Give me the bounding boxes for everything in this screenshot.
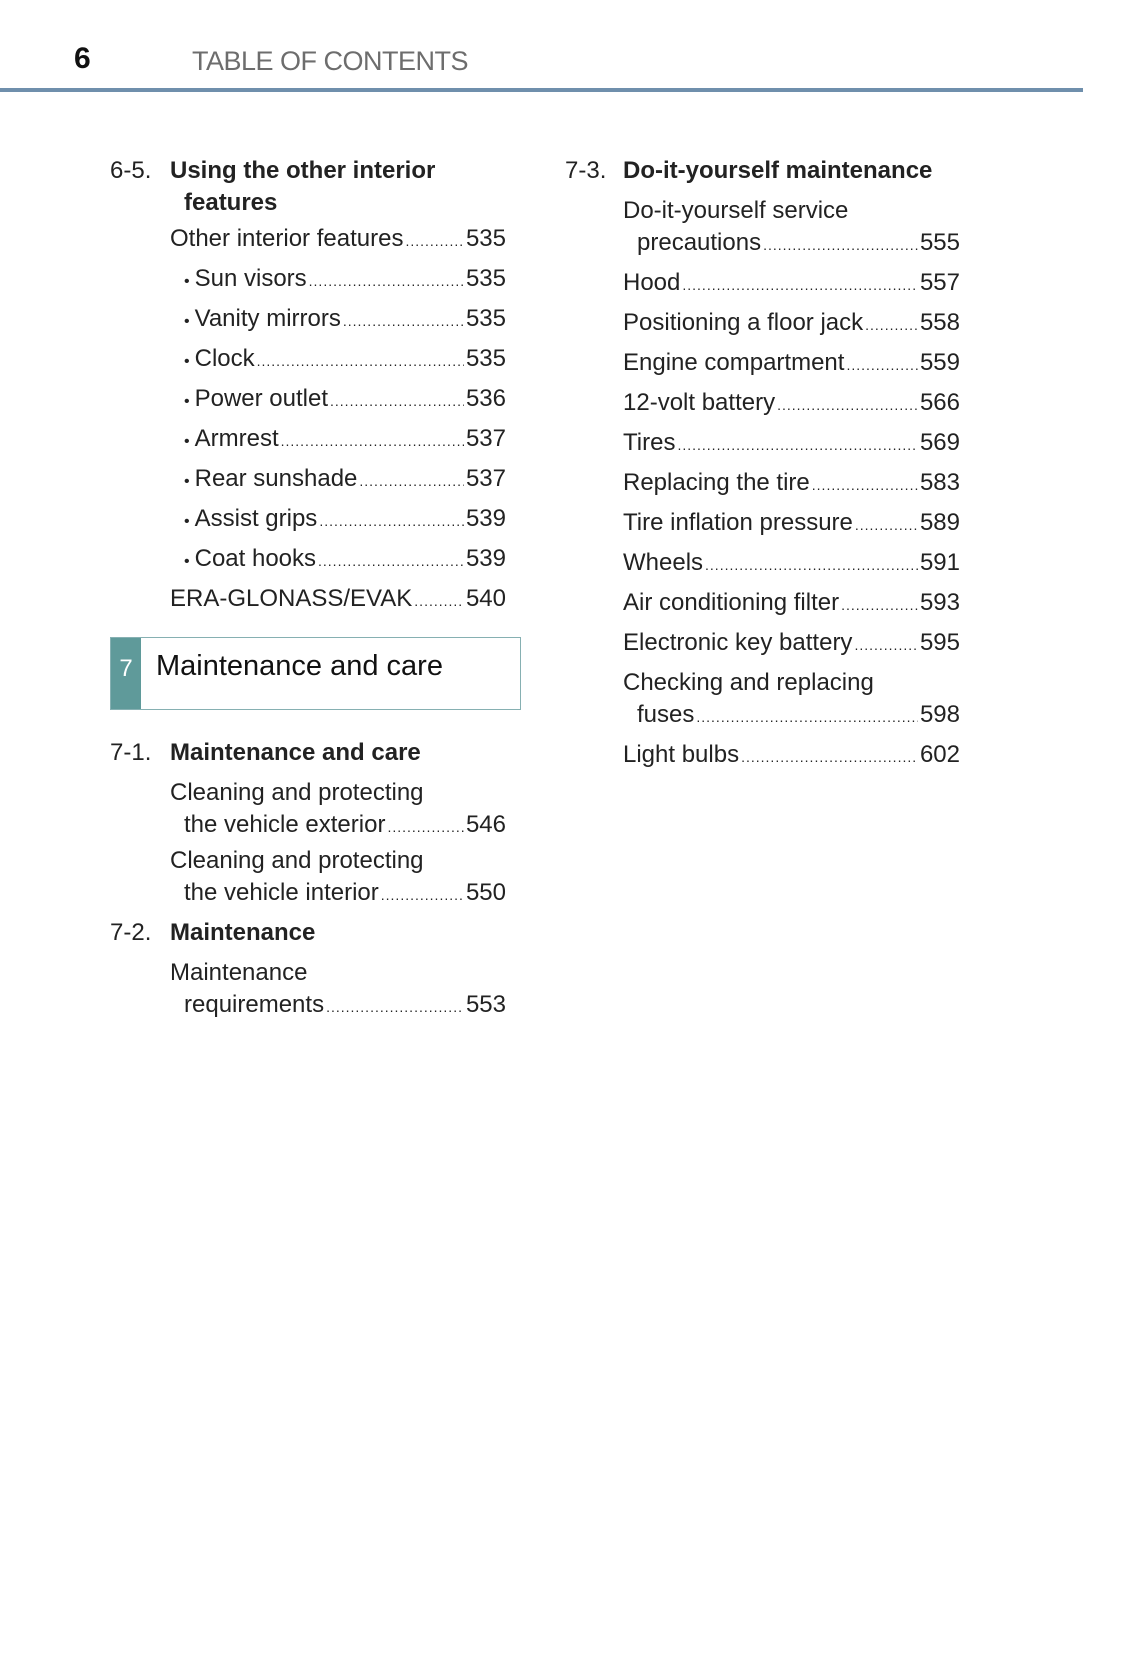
dot-leader xyxy=(330,381,464,421)
entry-label: Tires xyxy=(623,429,676,456)
toc-line xyxy=(110,219,506,259)
dot-leader xyxy=(677,425,918,465)
entry-label: Power outlet xyxy=(194,385,329,412)
toc-line xyxy=(565,195,960,227)
dot-leader xyxy=(326,991,464,1023)
entry-label: Maintenance xyxy=(170,959,308,986)
page-ref: 555 xyxy=(919,229,960,256)
section-heading[interactable] xyxy=(565,151,960,191)
page-ref: 535 xyxy=(465,225,506,252)
toc-entry[interactable] xyxy=(565,735,960,775)
entry-label: Replacing the tire xyxy=(623,469,810,496)
toc-line xyxy=(110,777,506,809)
toc-entry[interactable] xyxy=(565,503,960,543)
left-column-bottom xyxy=(110,733,506,1025)
section-number: 7-3. xyxy=(565,157,607,184)
page-ref: 546 xyxy=(465,811,506,838)
entry-label: Cleaning and protecting xyxy=(170,847,424,874)
dot-leader xyxy=(359,461,464,501)
section-title: Maintenance and care xyxy=(170,739,421,766)
toc-line-continued xyxy=(565,699,960,731)
dot-leader xyxy=(846,345,918,385)
toc-line xyxy=(110,379,506,419)
toc-entry[interactable] xyxy=(565,583,960,623)
dot-leader xyxy=(854,625,918,665)
dot-leader xyxy=(387,811,464,843)
dot-leader xyxy=(841,585,918,625)
section-title: Maintenance xyxy=(170,919,316,946)
bullet-icon: • xyxy=(184,393,190,410)
bullet-icon: • xyxy=(184,273,190,290)
toc-entry[interactable] xyxy=(110,579,506,619)
entry-label: Tire inflation pressure xyxy=(623,509,853,536)
page-ref: 535 xyxy=(465,345,506,372)
entry-label: Positioning a floor jack xyxy=(623,309,864,336)
chapter-title: Maintenance and care xyxy=(156,650,443,682)
entry-label: Do-it-yourself service xyxy=(623,197,849,224)
dot-leader xyxy=(318,541,464,581)
entry-label: 12-volt battery xyxy=(623,389,776,416)
right-column xyxy=(565,151,960,775)
entry-label: Cleaning and protecting xyxy=(170,779,424,806)
toc-line xyxy=(565,303,960,343)
page-ref: 537 xyxy=(465,465,506,492)
chapter-number: 7 xyxy=(111,638,141,709)
page-ref: 559 xyxy=(919,349,960,376)
toc-line xyxy=(565,423,960,463)
toc-line xyxy=(110,339,506,379)
dot-leader xyxy=(865,305,918,345)
page-ref: 598 xyxy=(919,701,960,728)
dot-leader xyxy=(696,701,918,733)
entry-label: Sun visors xyxy=(194,265,307,292)
dot-leader xyxy=(855,505,918,545)
toc-line xyxy=(110,957,506,989)
toc-line xyxy=(565,667,960,699)
toc-entry[interactable] xyxy=(565,623,960,663)
dot-leader xyxy=(257,341,464,381)
toc-entry[interactable] xyxy=(110,299,506,339)
bullet-icon: • xyxy=(184,513,190,530)
page-ref: 589 xyxy=(919,509,960,536)
toc-line-continued xyxy=(110,989,506,1021)
entry-label-continued: fuses xyxy=(637,701,695,728)
entry-label: Vanity mirrors xyxy=(194,305,341,332)
section-heading[interactable] xyxy=(110,733,506,773)
toc-line xyxy=(565,583,960,623)
dot-leader xyxy=(343,301,464,341)
page-ref: 539 xyxy=(465,505,506,532)
page-ref: 569 xyxy=(919,429,960,456)
entry-label: Armrest xyxy=(194,425,279,452)
chapter-box[interactable] xyxy=(110,637,521,710)
entry-label: Hood xyxy=(623,269,681,296)
entry-label: Checking and replacing xyxy=(623,669,874,696)
page-ref: 557 xyxy=(919,269,960,296)
toc-line xyxy=(565,263,960,303)
toc-line xyxy=(565,383,960,423)
toc-line xyxy=(110,259,506,299)
section-title: Using the other interior xyxy=(170,157,436,184)
toc-entry[interactable] xyxy=(110,339,506,379)
toc-entry[interactable] xyxy=(565,463,960,503)
toc-entry[interactable] xyxy=(110,379,506,419)
toc-entry[interactable] xyxy=(565,303,960,343)
dot-leader xyxy=(812,465,918,505)
toc-entry[interactable] xyxy=(565,195,960,259)
toc-entry[interactable] xyxy=(110,259,506,299)
entry-label-continued: precautions xyxy=(637,229,762,256)
dot-leader xyxy=(309,261,464,301)
page-ref: 558 xyxy=(919,309,960,336)
section-heading[interactable] xyxy=(110,155,506,187)
toc-entry[interactable] xyxy=(110,539,506,579)
toc-entry[interactable] xyxy=(110,499,506,539)
entry-label: Electronic key battery xyxy=(623,629,853,656)
dot-leader xyxy=(414,581,464,621)
dot-leader xyxy=(777,385,918,425)
page-ref: 553 xyxy=(465,991,506,1018)
toc-entry[interactable] xyxy=(110,957,506,1021)
toc-line xyxy=(110,459,506,499)
toc-line xyxy=(565,623,960,663)
toc-line xyxy=(110,579,506,619)
toc-line xyxy=(565,343,960,383)
toc-line-continued xyxy=(110,877,506,909)
page-ref: 540 xyxy=(465,585,506,612)
toc-line xyxy=(110,499,506,539)
section-number: 7-1. xyxy=(110,739,152,766)
toc-entry[interactable] xyxy=(565,667,960,731)
section-number: 6-5. xyxy=(110,157,152,184)
header-rule xyxy=(0,88,1083,92)
entry-label: Light bulbs xyxy=(623,741,740,768)
toc-entry[interactable] xyxy=(110,419,506,459)
bullet-icon: • xyxy=(184,473,190,490)
entry-label: Rear sunshade xyxy=(194,465,358,492)
toc-entry[interactable] xyxy=(110,845,506,909)
dot-leader xyxy=(705,545,918,585)
bullet-icon: • xyxy=(184,433,190,450)
entry-label: Wheels xyxy=(623,549,704,576)
toc-entry[interactable] xyxy=(565,423,960,463)
toc-entry[interactable] xyxy=(565,263,960,303)
page-ref: 539 xyxy=(465,545,506,572)
dot-leader xyxy=(281,421,464,461)
bullet-icon: • xyxy=(184,553,190,570)
entry-label: Coat hooks xyxy=(194,545,317,572)
dot-leader xyxy=(381,879,464,911)
toc-line xyxy=(565,543,960,583)
page-ref: 591 xyxy=(919,549,960,576)
entry-label: Air conditioning filter xyxy=(623,589,840,616)
toc-line-continued xyxy=(565,227,960,259)
page-ref: 535 xyxy=(465,265,506,292)
entry-label: Assist grips xyxy=(194,505,318,532)
bullet-icon: • xyxy=(184,313,190,330)
dot-leader xyxy=(319,501,464,541)
page-ref: 593 xyxy=(919,589,960,616)
entry-label-continued: requirements xyxy=(184,991,325,1018)
page-ref: 550 xyxy=(465,879,506,906)
page-ref: 535 xyxy=(465,305,506,332)
toc-line xyxy=(110,299,506,339)
toc-entry[interactable] xyxy=(110,777,506,841)
entry-label: ERA-GLONASS/EVAK xyxy=(170,585,413,612)
toc-line xyxy=(565,503,960,543)
entry-label-continued: the vehicle interior xyxy=(184,879,379,906)
page-header-title: TABLE OF CONTENTS xyxy=(192,46,469,76)
page-ref: 595 xyxy=(919,629,960,656)
page-ref: 536 xyxy=(465,385,506,412)
section-title: Do-it-yourself maintenance xyxy=(623,157,933,184)
toc-entry[interactable] xyxy=(110,219,506,259)
toc-entry[interactable] xyxy=(565,383,960,423)
left-column-top xyxy=(110,151,506,619)
toc-line-continued xyxy=(110,809,506,841)
section-title-continued: features xyxy=(184,189,278,216)
dot-leader xyxy=(682,265,918,305)
entry-label-continued: the vehicle exterior xyxy=(184,811,386,838)
bullet-icon: • xyxy=(184,353,190,370)
entry-label: Other interior features xyxy=(170,225,404,252)
section-number: 7-2. xyxy=(110,919,152,946)
toc-line xyxy=(110,539,506,579)
page-ref: 583 xyxy=(919,469,960,496)
toc-line xyxy=(565,463,960,503)
toc-line xyxy=(565,735,960,775)
toc-entry[interactable] xyxy=(565,543,960,583)
dot-leader xyxy=(741,737,918,777)
dot-leader xyxy=(405,221,464,261)
toc-entry[interactable] xyxy=(110,459,506,499)
page-number: 6 xyxy=(74,42,91,75)
toc-entry[interactable] xyxy=(565,343,960,383)
section-heading[interactable] xyxy=(110,913,506,953)
page-ref: 537 xyxy=(465,425,506,452)
page-ref: 602 xyxy=(919,741,960,768)
entry-label: Clock xyxy=(194,345,255,372)
dot-leader xyxy=(763,229,918,261)
page-ref: 566 xyxy=(919,389,960,416)
toc-line xyxy=(110,845,506,877)
toc-line xyxy=(110,419,506,459)
entry-label: Engine compartment xyxy=(623,349,845,376)
